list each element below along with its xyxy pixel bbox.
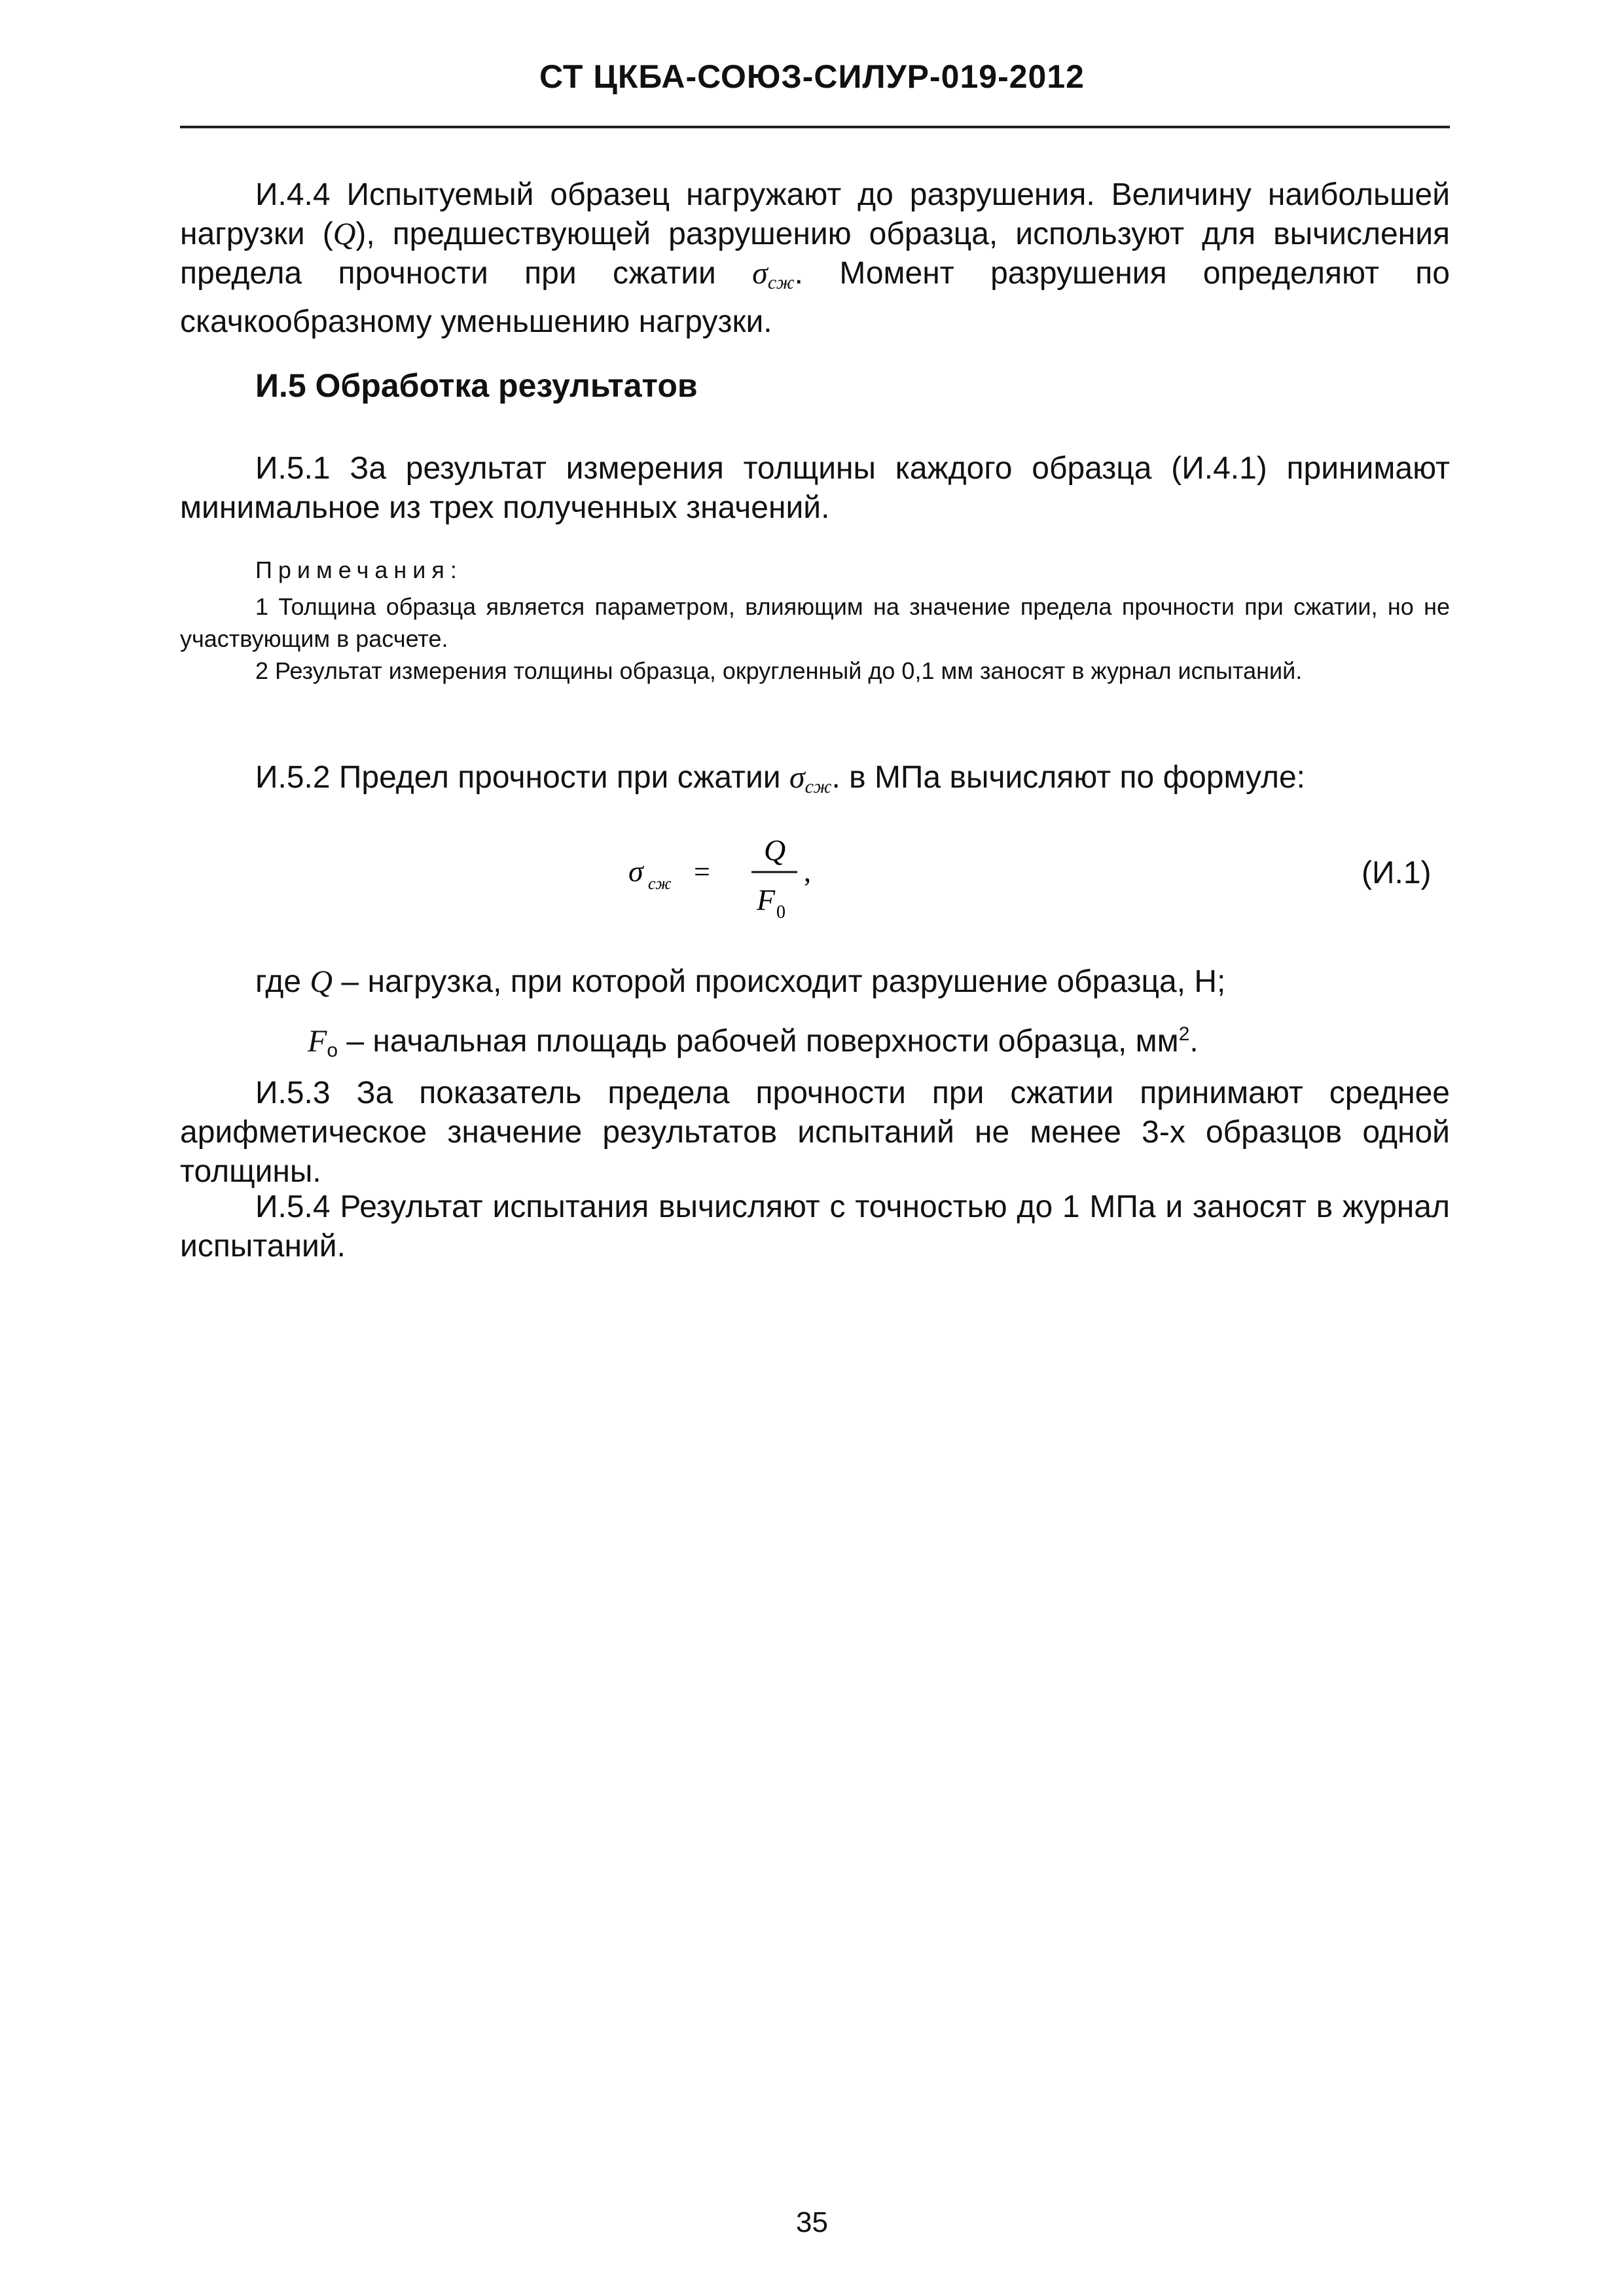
legend-line-q: [255, 962, 1225, 1002]
p-4-4-text-1: И.4.4 Испытуемый образец нагружают до разрушения. Величину наибольшей нагрузки (: [180, 177, 1450, 251]
legend-f-subscript: о: [327, 1040, 338, 1061]
note-item-1: 1 Толщина образца является параметром, влияющим на значение предела прочности при сжатии, но не участвующим в расчете.: [180, 593, 1450, 652]
paragraph-5-1: И.5.1 За результат измерения толщины каждого образца (И.4.1) принимают минимальное из трех полученных значений.: [180, 451, 1450, 525]
legend-f-superscript: 2: [1178, 1023, 1190, 1045]
legend-f-description: – начальная площадь рабочей поверхности образца, мм: [346, 1024, 1179, 1059]
formula-sigma-sub: сж: [648, 874, 672, 893]
formula-sigma: σ: [628, 854, 643, 888]
legend-q-symbol: Q: [310, 964, 333, 999]
notes-title: Примечания:: [255, 556, 463, 583]
sigma-subscript: сж: [804, 776, 832, 797]
section-heading: И.5 Обработка результатов: [255, 367, 698, 404]
formula-equals: =: [694, 856, 710, 888]
formula-denominator: F: [757, 883, 776, 917]
p-4-4-text-2: ), предшествующей разрушению образца, используют для вычисления предела прочности при сжатии: [180, 217, 1450, 291]
legend-f-end: .: [1189, 1024, 1199, 1059]
formula-numerator: Q: [764, 833, 786, 867]
legend-where: где: [255, 964, 302, 999]
paragraph-5-4: И.5.4 Результат испытания вычисляют с точностью до 1 МПа и заносят в журнал испытаний.: [180, 1190, 1450, 1264]
note-item-2: 2 Результат измерения толщины образца, округленный до 0,1 мм заносят в журнал испытаний.: [255, 657, 1303, 684]
p-5-2-text-1: И.5.2 Предел прочности при сжатии: [255, 760, 789, 795]
legend-line-f: [308, 1015, 1199, 1070]
q-symbol: Q: [333, 217, 356, 251]
p-5-2-text-2: . в МПа вычисляют по формуле:: [831, 760, 1305, 795]
formula-i1: [628, 826, 838, 924]
document-code-header: СТ ЦКБА-СОЮЗ-СИЛУР-019-2012: [539, 58, 1085, 95]
paragraph-4-4: [180, 175, 1450, 342]
sigma-subscript: сж: [767, 272, 795, 293]
paragraph-5-3: И.5.3 За показатель предела прочности при сжатии принимают среднее арифметическое значение результатов испытаний не менее 3-х образцов одной толщины.: [180, 1076, 1450, 1189]
legend-q-description: – нагрузка, при которой происходит разрушение образца, Н;: [341, 964, 1226, 999]
paragraph-5-2: [180, 758, 1450, 807]
header-rule: [180, 126, 1450, 128]
formula-denominator-sub: 0: [776, 902, 785, 922]
sigma-symbol: σ: [789, 760, 805, 795]
equation-number: (И.1): [1362, 856, 1432, 890]
sigma-symbol: σ: [752, 256, 768, 291]
formula-comma: ,: [804, 856, 811, 888]
p-4-4-text-3: . Момент разрушения определяют по скачкообразному уменьшению нагрузки.: [180, 256, 1450, 339]
legend-f-symbol: F: [308, 1024, 327, 1059]
page-number: 35: [796, 2206, 828, 2238]
